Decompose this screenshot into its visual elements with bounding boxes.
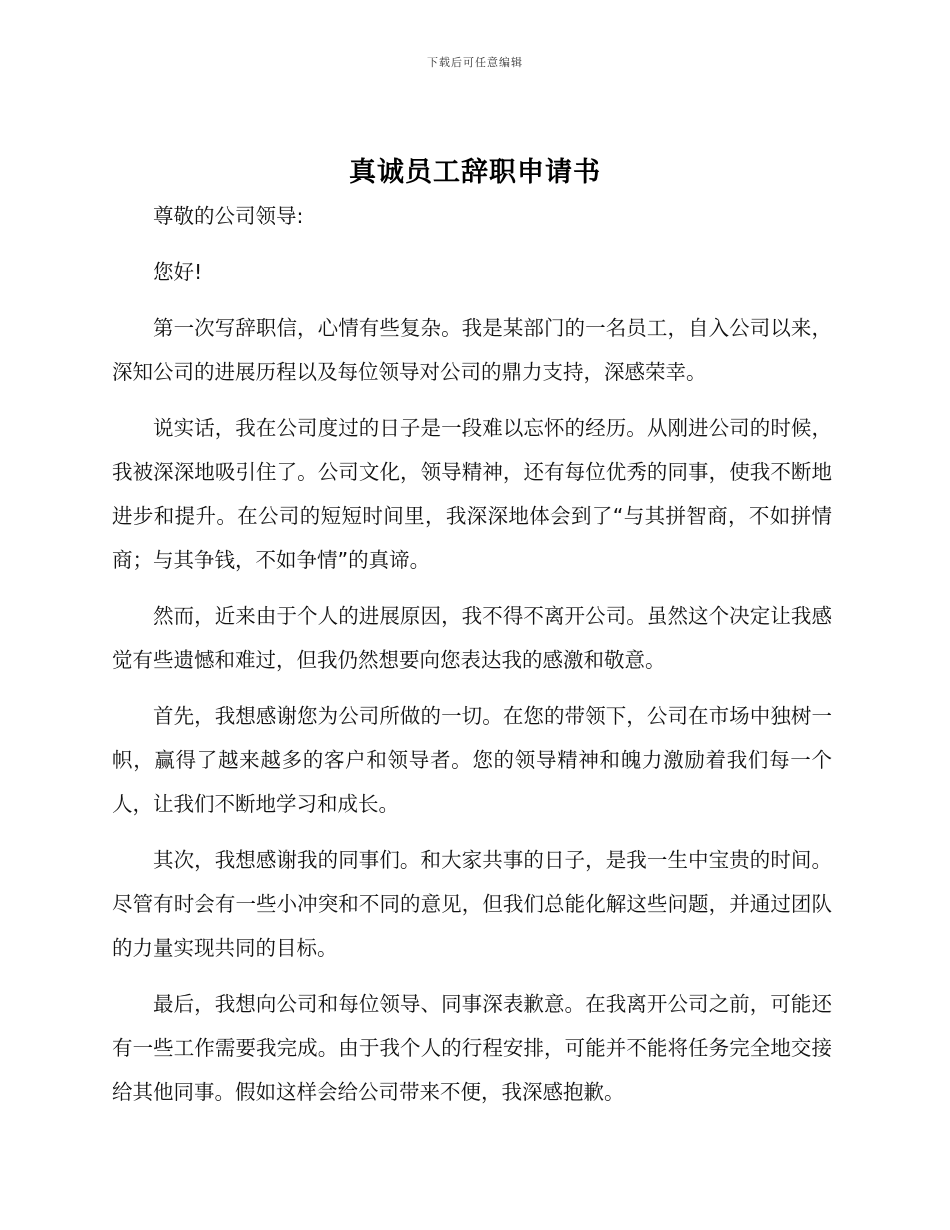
paragraph: 然而，近来由于个人的进展原因，我不得不离开公司。虽然这个决定让我感觉有些遗憾和难过，但我仍然想要向您表达我的感激和敬意。 <box>112 604 832 672</box>
paragraph: 说实话，我在公司度过的日子是一段难以忘怀的经历。从刚进公司的时候，我被深深地吸引住了。公司文化，领导精神，还有每位优秀的同事，使我不断地进步和提升。在公司的短短时间里，我深深地体会到了“与其拼智商，不如拼情商；与其争钱，不如争情”的真谛。 <box>112 416 832 572</box>
document-title: 真诚员工辞职申请书 <box>349 157 601 188</box>
document-body <box>112 194 832 1126</box>
paragraph: 首先，我想感谢您为公司所做的一切。在您的带领下，公司在市场中独树一帜，赢得了越来越多的客户和领导者。您的领导精神和魄力激励着我们每一个人，让我们不断地学习和成长。 <box>112 704 832 816</box>
salutation: 尊敬的公司领导: <box>153 204 304 228</box>
header-note: 下载后可任意编辑 <box>427 56 523 69</box>
paragraph: 其次，我想感谢我的同事们。和大家共事的日子，是我一生中宝贵的时间。尽管有时会有一些小冲突和不同的意见，但我们总能化解这些问题，并通过团队的力量实现共同的目标。 <box>112 848 832 960</box>
paragraph: 第一次写辞职信，心情有些复杂。我是某部门的一名员工，自入公司以来，深知公司的进展历程以及每位领导对公司的鼎力支持，深感荣幸。 <box>112 316 832 384</box>
paragraph: 最后，我想向公司和每位领导、同事深表歉意。在我离开公司之前，可能还有一些工作需要我完成。由于我个人的行程安排，可能并不能将任务完全地交接给其他同事。假如这样会给公司带来不便，我深感抱歉。 <box>112 992 832 1104</box>
greeting: 您好! <box>153 260 203 284</box>
